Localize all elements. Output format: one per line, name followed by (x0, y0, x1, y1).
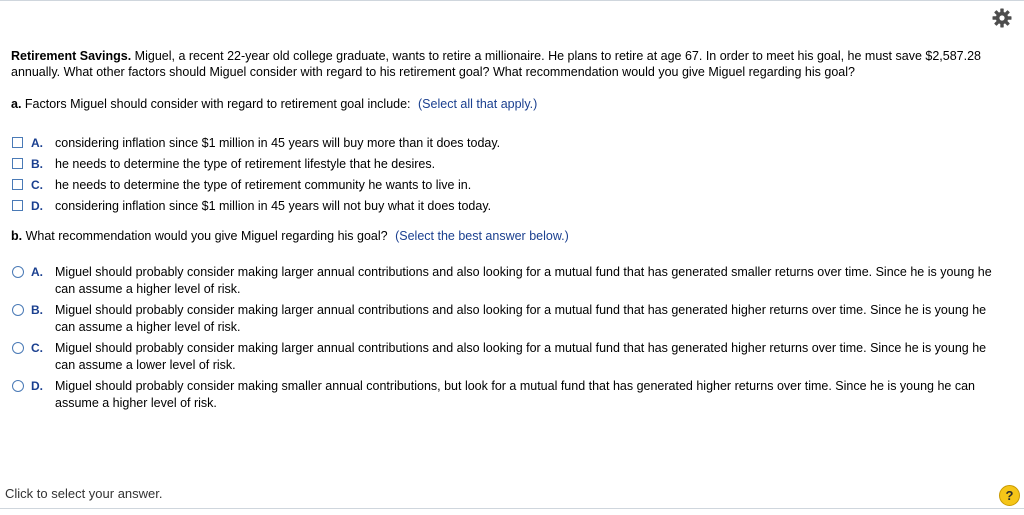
part-b-label: b. (11, 229, 23, 243)
option-text: Miguel should probably consider making smaller annual contributions, but look for a mutual fund that has generated higher returns over time. Since he is young he can assume a higher level of risk. (55, 379, 975, 410)
option-letter: A. (31, 135, 43, 150)
option-text: Miguel should probably consider making larger annual contributions and also looking for a mutual fund that has generated higher returns over time. Since he is young he can assume a higher level of risk. (55, 303, 987, 334)
part-a-prompt (11, 96, 1011, 112)
option-text: considering inflation since $1 million in 45 years will buy more than it does today. (55, 135, 501, 150)
option-letter: B. (31, 156, 43, 171)
radio-option-b[interactable] (11, 302, 1011, 335)
radio-button[interactable] (12, 304, 24, 316)
checkbox[interactable] (12, 158, 23, 169)
option-text: Miguel should probably consider making larger annual contributions and also looking for a mutual fund that has generated smaller returns over time. Since he is young he can assume a higher level of risk. (55, 265, 992, 296)
checkbox-option-c[interactable] (11, 174, 1011, 195)
top-divider (0, 0, 1024, 1)
checkbox-option-d[interactable] (11, 195, 1011, 216)
problem-statement (11, 48, 1011, 80)
checkbox[interactable] (12, 137, 23, 148)
checkbox-option-b[interactable] (11, 153, 1011, 174)
checkbox[interactable] (12, 179, 23, 190)
part-b-prompt (11, 228, 1011, 244)
help-icon[interactable]: ? (999, 485, 1020, 506)
part-a-label: a. (11, 97, 22, 111)
radio-option-a[interactable] (11, 264, 1011, 297)
question-content (11, 48, 1011, 416)
radio-button[interactable] (12, 380, 24, 392)
part-a-options (11, 132, 1011, 216)
radio-button[interactable] (12, 342, 24, 354)
option-letter: B. (31, 303, 43, 317)
checkbox[interactable] (12, 200, 23, 211)
option-letter: A. (31, 265, 43, 279)
part-a-question: Factors Miguel should consider with regard to retirement goal include: (24, 97, 411, 111)
problem-body: Miguel, a recent 22-year old college graduate, wants to retire a millionaire. He plans to retire at age 67. In order to meet his goal, he must save $2,587.28 annually. What other factors should Miguel consider with regard to his retirement goal? What recommendation would you give Miguel regarding his goal? (11, 49, 981, 79)
part-a-hint: (Select all that apply.) (418, 97, 538, 111)
part-b-hint: (Select the best answer below.) (395, 229, 569, 243)
radio-option-c[interactable] (11, 340, 1011, 373)
option-letter: C. (31, 177, 43, 192)
checkbox-option-a[interactable] (11, 132, 1011, 153)
part-b-question: What recommendation would you give Miguel regarding his goal? (25, 229, 388, 243)
option-text: he needs to determine the type of retirement lifestyle that he desires. (55, 156, 436, 171)
footer-instruction: Click to select your answer. (5, 486, 163, 501)
option-text: he needs to determine the type of retirement community he wants to live in. (55, 177, 472, 192)
option-letter: D. (31, 379, 43, 393)
radio-option-d[interactable] (11, 378, 1011, 411)
option-letter: C. (31, 341, 43, 355)
option-text: considering inflation since $1 million in 45 years will not buy what it does today. (55, 198, 492, 213)
option-letter: D. (31, 198, 43, 213)
problem-title: Retirement Savings. (11, 49, 132, 63)
part-b-options (11, 264, 1011, 411)
bottom-divider (0, 508, 1024, 509)
option-text: Miguel should probably consider making larger annual contributions and also looking for a mutual fund that has generated higher returns over time. Since he is young he can assume a lower level of risk. (55, 341, 987, 372)
gear-icon[interactable] (990, 6, 1014, 30)
radio-button[interactable] (12, 266, 24, 278)
